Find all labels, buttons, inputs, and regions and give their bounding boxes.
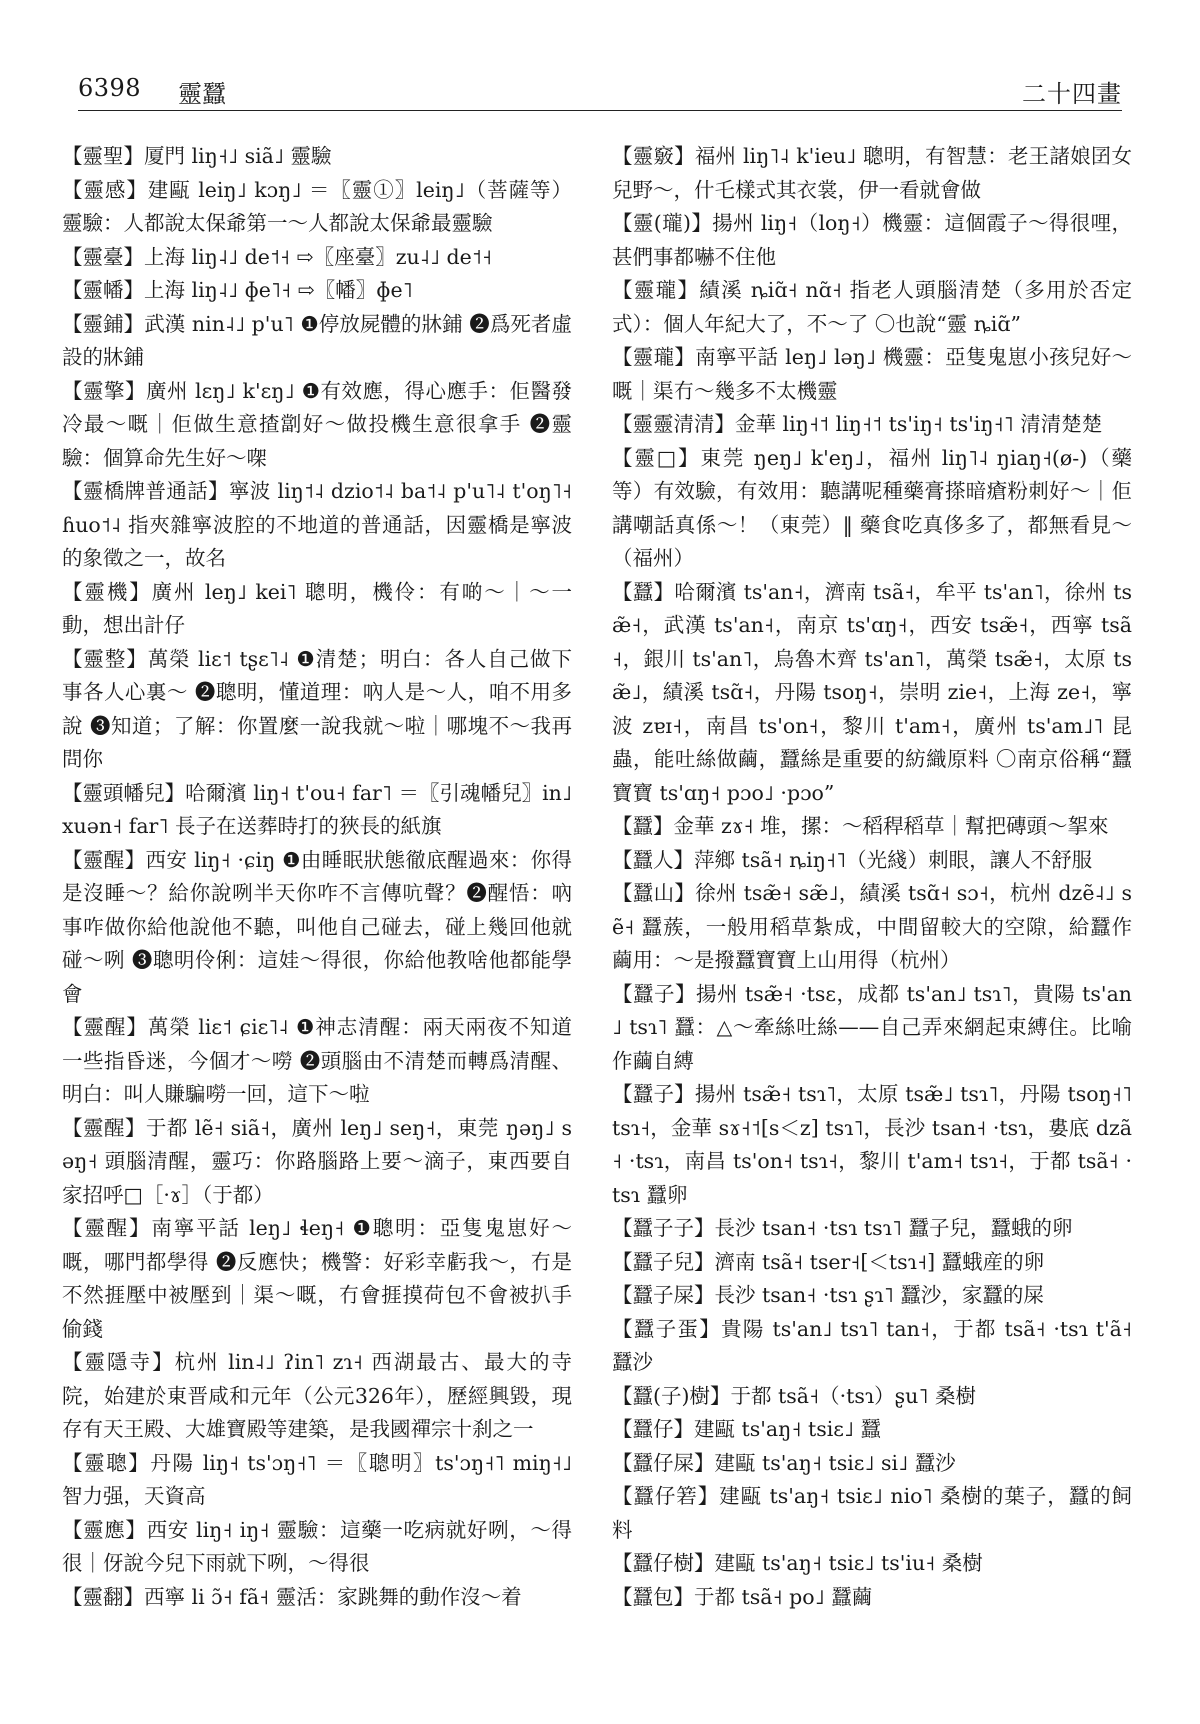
dictionary-entry: 【靈聖】厦門 liŋ˧˩ siã˩ 靈驗: [62, 144, 332, 168]
dictionary-entry: 【靈感】建甌 leiŋ˩ kɔŋ˩ ＝〖靈①〗leiŋ˩（菩薩等）靈驗：人都說太保爺第一～人都說太保爺最靈驗: [62, 177, 572, 235]
dictionary-entry: 【靈隱寺】杭州 lin˨˩ ʔin˥ zɿ˧ 西湖最古、最大的寺院，始建於東晋咸和元年（公元326年），歷經興毀，現存有天王殿、大雄寶殿等建築，是我國禪宗十刹之一: [62, 1350, 572, 1441]
dictionary-entry: 【蠶仔樹】建甌 ts'aŋ˧ tsiɛ˩ ts'iu˧ 桑樹: [612, 1551, 983, 1575]
dictionary-entry: 【蠶子】揚州 tsæ̃˧ ·tsɛ，成都 ts'an˩ tsɿ˥，貴陽 ts'an˩ tsɿ˥ 蠶：△～牽絲吐絲——自己弄來網起束縛住。比喻作繭自縛: [612, 981, 1132, 1073]
right-column: [612, 140, 1132, 1710]
dictionary-entry: 【蠶子子】長沙 tsan˧ ·tsɿ tsɿ˥ 蠶子兒，蠶蛾的卵: [612, 1216, 1073, 1240]
dictionary-entry: 【蠶(子)樹】于都 tsã˧（·tsɿ）ʂu˥ 桑樹: [612, 1383, 977, 1408]
dictionary-entry: 【靈應】西安 liŋ˧ iŋ˧ 靈驗：這藥一吃病就好咧，～得很｜伢說今兒下雨就下咧，～得很: [62, 1517, 572, 1575]
left-column: [62, 140, 572, 1710]
dictionary-entry: 【靈頭幡兒】哈爾濱 liŋ˧ t'ou˧ far˥ ＝〖引魂幡兒〗in˩ xuən˧ far˥ 長子在送葬時打的狹長的紙旗: [62, 780, 572, 838]
dictionary-entry: 【靈醒】萬榮 liɛ˦ ɕiɛ˥˨ ❶神志清醒：兩天兩夜不知道一些指昏迷，今個才～嘮 ❷頭腦由不清楚而轉爲清醒、明白：叫人賺騙嘮一回，這下～啦: [62, 1015, 572, 1106]
dictionary-entry: 【靈橋牌普通話】寧波 liŋ˦˨ dzio˦˨ ba˦˨ p'u˥˨ t'oŋ˥˧ ɦuo˦˨ 指夾雜寧波腔的不地道的普通話，因靈橋是寧波的象徵之一，故名: [62, 479, 572, 570]
dictionary-entry: 【蠶】哈爾濱 ts'an˧，濟南 tsã˧，牟平 ts'an˥，徐州 tsæ̃˧，武漢 ts'an˧，南京 ts'ɑŋ˧，西安 tsæ̃˧，西寧 tsã˧，銀川 ts'an˥，烏魯木齊 ts'an˥，萬榮 tsæ̃˧，太原 tsæ̃˩，績溪 tsɑ̃˧，丹陽 tsoŋ˧，崇明 zie˧，上海 ze˧，寧波 zɐɪ˧，南昌 ts'on˧，黎川 t'am˧，廣州 ts'am˩˥ 昆蟲，能吐絲做繭，蠶絲是重要的紡織原料 〇南京俗稱“蠶寶寶 ts'ɑŋ˧ pɔo˩ ·pɔo”: [612, 579, 1132, 805]
head-characters: 靈蠶: [178, 80, 226, 108]
dictionary-entry: 【蠶子】揚州 tsæ̃˧ tsɿ˥，太原 tsæ̃˩ tsɿ˥，丹陽 tsoŋ˧˥ tsɿ˧，金華 sɤ˧˦[s＜z] tsɿ˥，長沙 tsan˧ ·tsɿ，婁底 dzã˧ ·tsɿ，南昌 ts'on˧ tsɿ˧，黎川 t'am˧ tsɿ˧，于都 tsã˧ ·tsɿ 蠶卵: [612, 1082, 1132, 1207]
dictionary-entry: 【蠶子蛋】貴陽 ts'an˩ tsɿ˥ tan˧，于都 tsã˧ ·tsɿ t'ã˧ 蠶沙: [612, 1316, 1132, 1374]
dictionary-entry: 【靈整】萬榮 liɛ˦ tʂɛ˥˨ ❶清楚；明白：各人自己做下事各人心裏～ ❷聰明，懂道理：吶人是～人，咱不用多說 ❸知道；了解：你置麼一說我就～啦｜哪塊不～我再問你: [62, 646, 572, 771]
dictionary-entry: 【靈聰】丹陽 liŋ˧ ts'ɔŋ˧˥ ＝〖聰明〗ts'ɔŋ˧˥ miŋ˧˩ 智力强，天資高: [62, 1450, 572, 1508]
dictionary-entry: 【靈擎】廣州 lɛŋ˩ k'ɛŋ˩ ❶有效應，得心應手：佢醫發冷最～嘅｜佢做生意揸劏好～做投機生意很拿手 ❷靈驗：個算命先生好～㗎: [62, 378, 572, 470]
dictionary-entry: 【蠶子兒】濟南 tsã˧ tser˧[＜tsɿ˧] 蠶蛾産的卵: [612, 1249, 1045, 1274]
dictionary-entry: 【蠶人】萍鄉 tsã˧ ȵiŋ˧˥（光綫）刺眼，讓人不舒服: [612, 847, 1093, 872]
dictionary-entry: 【靈瓏】南寧平話 leŋ˩ ləŋ˩ 機靈：亞隻鬼崽小孩兒好～嘅｜渠冇～幾多不太機靈: [612, 345, 1132, 403]
dictionary-entry: 【靈翻】西寧 li ɔ̃˧ fã˧ 靈活：家跳舞的動作沒～着: [62, 1584, 522, 1609]
dictionary-entry: 【蠶】金華 zɤ˧ 堆，摞：～稻稈稻草｜幫把磚頭～挐來: [612, 814, 1109, 838]
dictionary-entry: 【靈(瓏)】揚州 liŋ˧（loŋ˧）機靈：這個霞子～得很哩，甚們事都嚇不住他: [612, 211, 1132, 269]
dictionary-entry: 【靈醒】西安 liŋ˧ ·ɕiŋ ❶由睡眠狀態徹底醒過來：你得是沒睡～？給你說咧半天你咋不言傳吭聲？❷醒悟：吶事咋做你給他說他不聽，叫他自己碰去，碰上幾回他就碰～咧 ❸聰明伶俐：這娃～得很，你給他教啥他都能學會: [62, 847, 572, 1006]
dictionary-entry: 【靈醒】于都 lẽ˧ siã˧，廣州 leŋ˩ seŋ˧，東莞 ŋəŋ˩ səŋ˧ 頭腦清醒，靈巧：你路腦路上要～滴子，東西要自家招呼□［·ɤ］（于都）: [62, 1115, 572, 1207]
dictionary-entry: 【蠶子屎】長沙 tsan˧ ·tsɿ ʂɿ˥ 蠶沙，家蠶的屎: [612, 1283, 1044, 1307]
dictionary-entry: 【靈□】東莞 ŋeŋ˩ k'eŋ˩，福州 liŋ˥˨ ŋiaŋ˧(ø-)（藥等）有效驗，有效用：聽講呢種藥膏搽暗瘡粉刺好～｜佢講嘲話真係～！（東莞）‖ 藥食吃真侈多了，都無看見～（福州）: [612, 445, 1132, 570]
dictionary-entry: 【蠶仔】建甌 ts'aŋ˧ tsiɛ˩ 蠶: [612, 1417, 882, 1441]
dictionary-entry: 【靈幡】上海 liŋ˨˩ ɸe˥˧ ⇨〖幡〗ɸe˥: [62, 278, 413, 302]
page-header: [78, 70, 1122, 111]
dictionary-entry: 【靈臺】上海 liŋ˨˩ de˦˧ ⇨〖座臺〗zu˨˩ de˦˧: [62, 244, 492, 269]
dictionary-entry: 【靈竅】福州 liŋ˥˨ k'ieu˩ 聰明，有智慧：老王諸娘囝女兒野～，什乇樣式其衣裳，伊一看就會做: [612, 144, 1132, 202]
dictionary-entry: 【靈鋪】武漢 nin˨˩ p'u˥ ❶停放屍體的牀鋪 ❷爲死者虛設的牀鋪: [62, 311, 572, 369]
section-label: 二十四畫: [1022, 80, 1122, 108]
dictionary-entry: 【蠶仔屎】建甌 ts'aŋ˧ tsiɛ˩ si˩ 蠶沙: [612, 1450, 956, 1475]
dictionary-entry: 【蠶山】徐州 tsæ̃˧ sæ̃˩，績溪 tsɑ̃˧ sɔ˧，杭州 dzẽ˨˩ sẽ˧ 蠶蔟，一般用稻草紮成，中間留較大的空隙，給蠶作繭用：～是撥蠶寶寶上山用得（杭州）: [612, 881, 1132, 972]
dictionary-entry: 【靈靈清清】金華 liŋ˧˦ liŋ˧˦ ts'iŋ˧ ts'iŋ˧˥ 清清楚楚: [612, 412, 1103, 436]
page-number: 6398: [78, 74, 142, 102]
dictionary-entry: 【靈醒】南寧平話 leŋ˩ ɬeŋ˧ ❶聰明：亞隻鬼崽好～嘅，哪門都學得 ❷反應快；機警：好彩幸虧我～，冇是不然捱壓中被壓到｜渠～嘅，冇會捱摸荷包不會被扒手偷錢: [62, 1216, 572, 1341]
dictionary-entry: 【蠶包】于都 tsã˧ po˩ 蠶繭: [612, 1584, 873, 1609]
dictionary-entry: 【蠶仔箬】建甌 ts'aŋ˧ tsiɛ˩ nio˥ 桑樹的葉子，蠶的飼料: [612, 1484, 1132, 1542]
dictionary-entry: 【靈瓏】績溪 ȵiɑ̃˧ nɑ̃˧ 指老人頭腦清楚（多用於否定式）：個人年紀大了，不～了 〇也說“靈 ȵiɑ̃”: [612, 278, 1132, 336]
dictionary-entry: 【靈機】廣州 leŋ˩ kei˥ 聰明，機伶：有啲～｜～一動，想出計仔: [62, 579, 572, 637]
